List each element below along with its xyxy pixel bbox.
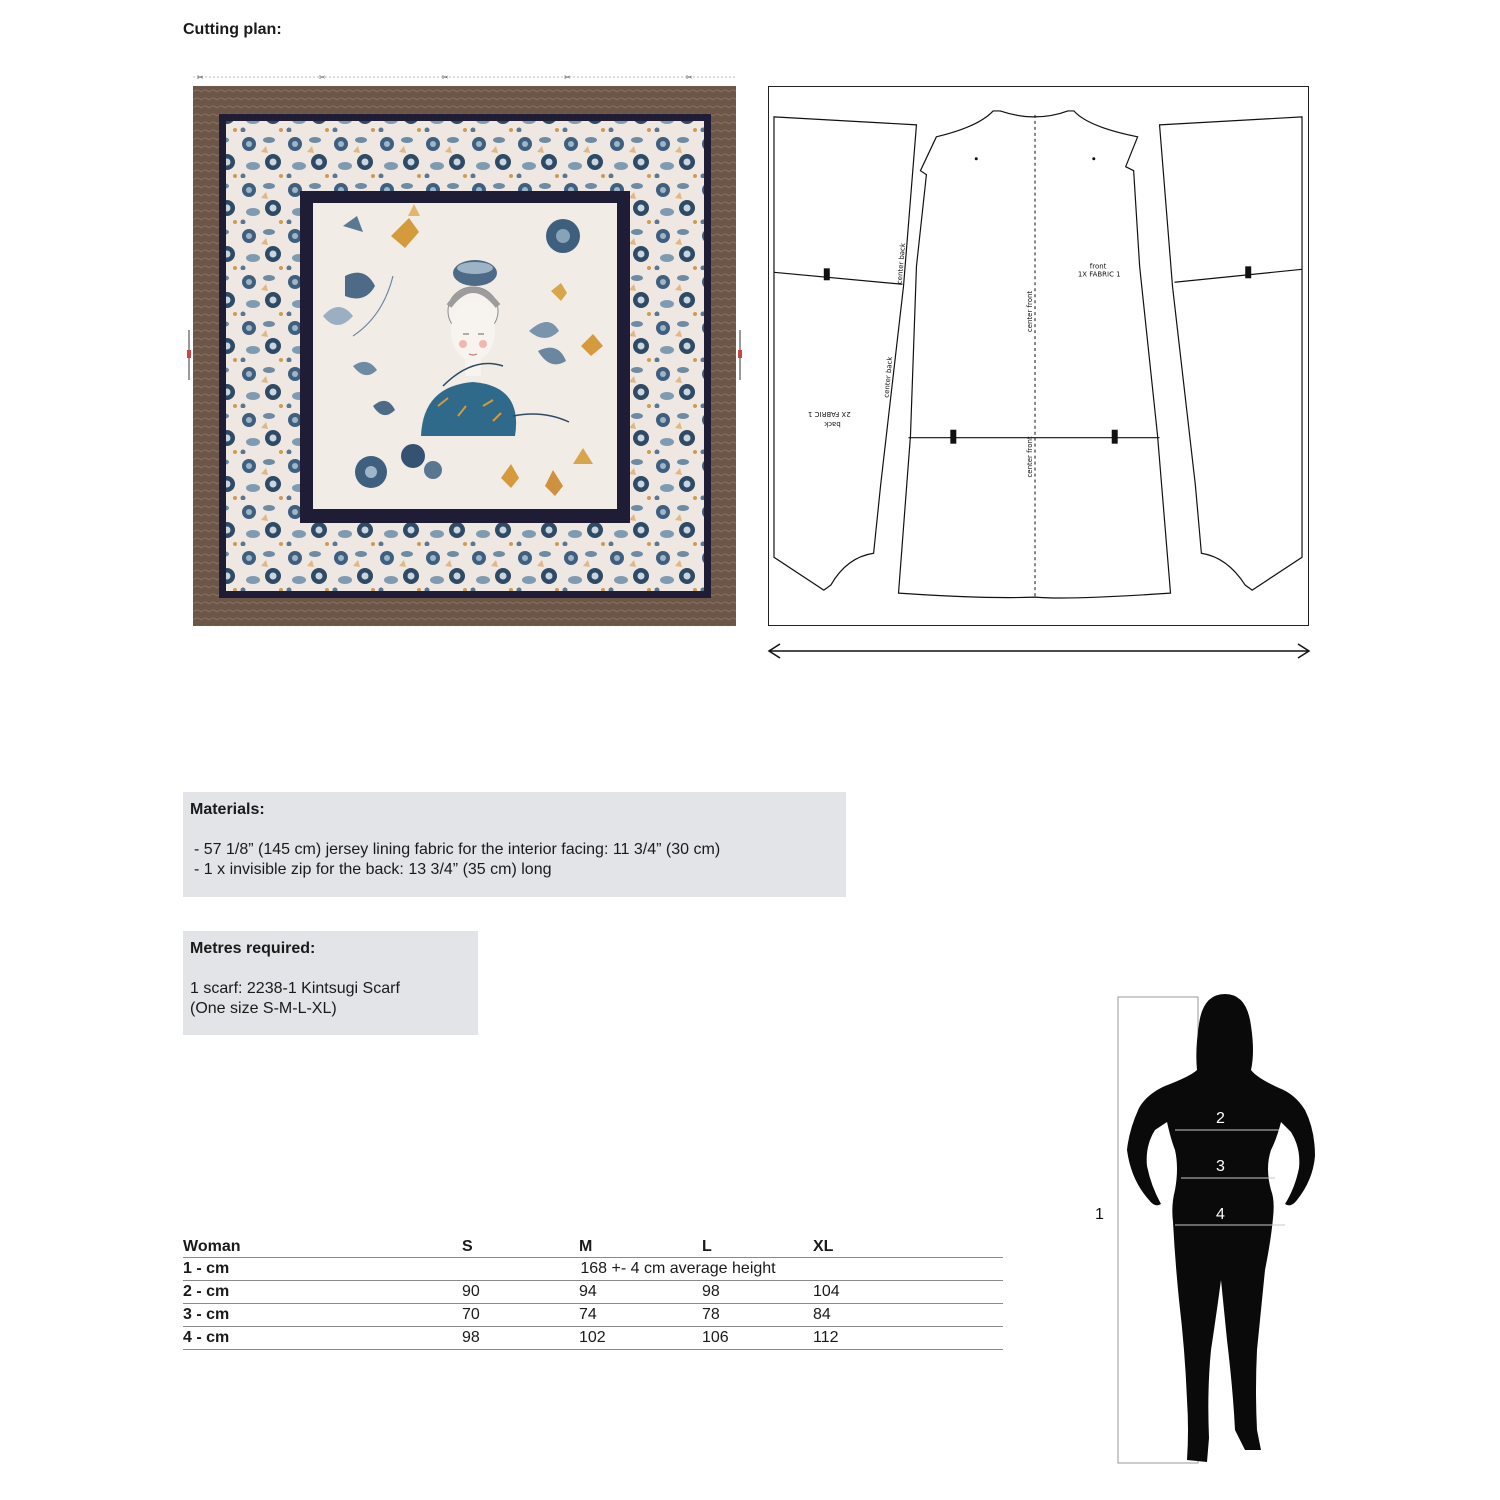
back-label: back — [824, 419, 841, 428]
fabric-width-arrow — [766, 640, 1312, 662]
metres-required-panel — [183, 931, 478, 1035]
materials-line-1: - 57 1/8” (145 cm) jersey lining fabric for the interior facing: 11 3/4” (30 cm) — [194, 841, 721, 858]
body-measurement-figure — [1095, 990, 1325, 1470]
back-qty-label: 2X FABRIC 1 — [807, 409, 851, 418]
fabric-ruler — [193, 72, 736, 82]
metres-line-1: 1 scarf: 2238-1 Kintsugi Scarf — [190, 980, 400, 997]
row-label: 3 - cm — [183, 1306, 230, 1323]
measure-label-4: 4 — [1216, 1206, 1225, 1223]
svg-text:✂: ✂ — [686, 73, 693, 82]
size-table-header: Woman S M L XL — [183, 1236, 1003, 1258]
page-title: Cutting plan: — [183, 21, 282, 38]
fabric-side-marker-right — [737, 330, 743, 380]
table-row: 4 - cm 98 102 106 112 — [183, 1327, 1003, 1350]
pattern-layout-diagram — [768, 86, 1309, 626]
svg-text:✂: ✂ — [319, 73, 326, 82]
front-qty-label: 1X FABRIC 1 — [1077, 270, 1121, 279]
fabric-side-marker-left — [186, 330, 192, 380]
back-piece-right — [1160, 117, 1302, 590]
measure-label-3: 3 — [1216, 1158, 1225, 1175]
scarf-fabric-panel — [193, 86, 736, 626]
back-piece-left — [774, 117, 916, 590]
table-row: 3 - cm 70 74 78 84 — [183, 1304, 1003, 1327]
svg-text:✂: ✂ — [564, 73, 571, 82]
center-front-label-top: center front — [1026, 290, 1035, 333]
measure-label-1: 1 — [1095, 1206, 1104, 1223]
materials-line-2: - 1 x invisible zip for the back: 13 3/4” (35 cm) long — [194, 861, 552, 878]
front-label: front — [1089, 262, 1107, 271]
row-label: 2 - cm — [183, 1283, 230, 1300]
svg-text:✂: ✂ — [442, 73, 449, 82]
materials-panel — [183, 792, 846, 897]
woman-silhouette — [1127, 994, 1315, 1462]
metres-line-2: (One size S-M-L-XL) — [190, 1000, 337, 1017]
table-row: 2 - cm 90 94 98 104 — [183, 1281, 1003, 1304]
center-back-label-top: center back — [895, 242, 908, 285]
measure-label-2: 2 — [1216, 1110, 1225, 1127]
header-woman: Woman — [183, 1238, 241, 1255]
center-back-label-bottom: center back — [882, 356, 895, 399]
size-table — [183, 1236, 1003, 1350]
row-label: 1 - cm — [183, 1260, 230, 1277]
materials-title: Materials: — [190, 801, 265, 818]
row-label: 4 - cm — [183, 1329, 230, 1346]
table-row — [183, 1258, 1003, 1281]
metres-title: Metres required: — [190, 940, 316, 957]
center-front-label-bottom: center front — [1026, 436, 1035, 478]
height-span-cell: 168 +- 4 cm average height — [580, 1260, 776, 1277]
svg-text:✂: ✂ — [197, 73, 204, 82]
